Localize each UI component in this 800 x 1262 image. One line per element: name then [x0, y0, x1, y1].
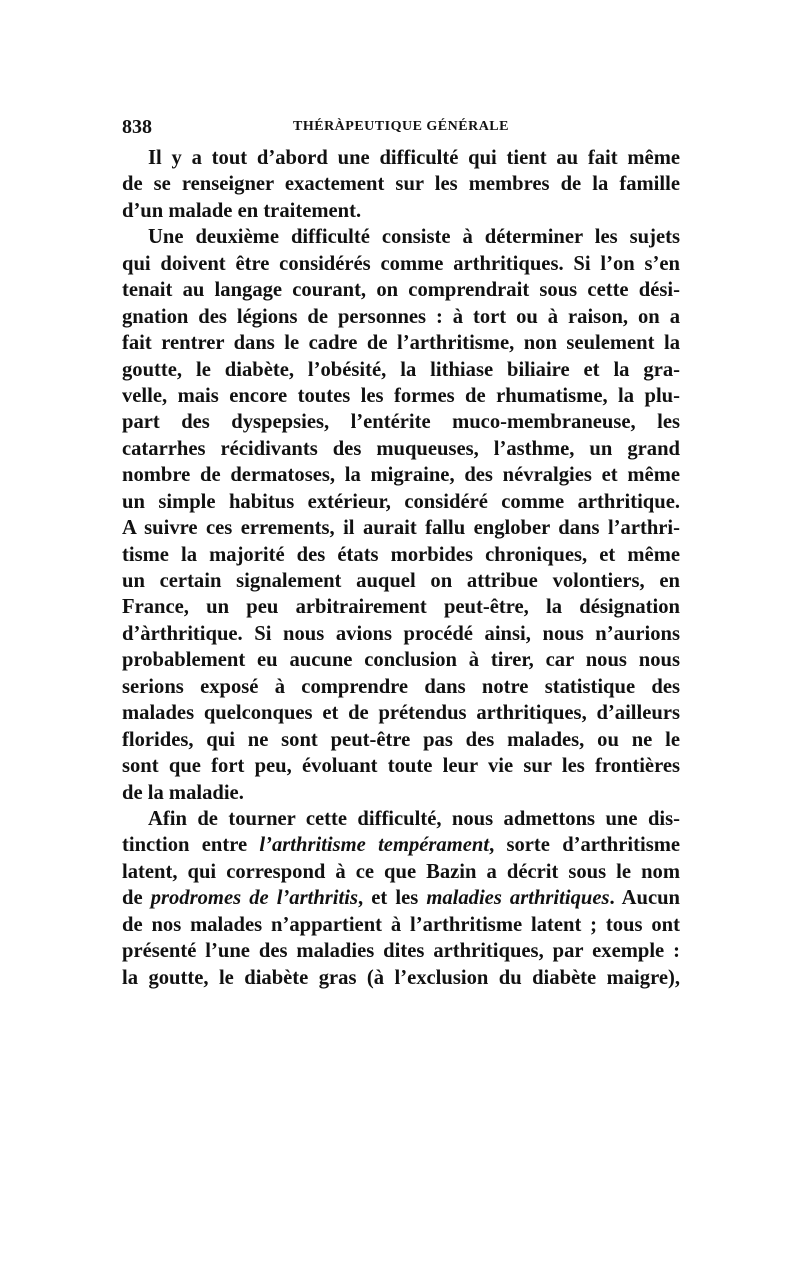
text-run: la goutte, le diabète gras (à l’exclusion du diabète maigre), [122, 966, 680, 989]
body-text [122, 145, 680, 991]
text-run: part des dyspepsies, l’entérite muco-membraneuse, les [122, 411, 680, 434]
text-line [122, 198, 680, 224]
text-line [122, 542, 680, 568]
text-run: sont que fort peu, évoluant toute leur vie sur les frontières [122, 755, 680, 778]
page-number: 838 [122, 116, 152, 138]
text-line [122, 383, 680, 409]
text-run: de la maladie. [122, 781, 244, 804]
text-line [122, 832, 680, 858]
text-run: malades quelconques et de prétendus arthritiques, d’ailleurs [122, 702, 680, 725]
text-line [122, 965, 680, 991]
text-line [122, 727, 680, 753]
italic-text: prodromes de l’arthritis [150, 887, 358, 910]
text-line [122, 436, 680, 462]
text-line [122, 224, 680, 250]
text-run: florides, qui ne sont peut-être pas des malades, ou ne le [122, 728, 680, 751]
text-line [122, 780, 680, 806]
text-run: gnation des légions de personnes : à tort ou à raison, on a [122, 305, 680, 328]
text-run: un simple habitus extérieur, considéré comme arthritique. [122, 490, 680, 513]
text-run: un certain signalement auquel on attribue volontiers, en [122, 570, 680, 592]
text-run: probablement eu aucune conclusion à tirer, car nous nous [122, 649, 680, 672]
text-line [122, 806, 680, 832]
text-run: . Aucun [609, 887, 680, 910]
text-line [122, 251, 680, 277]
text-run: catarrhes récidivants des muqueuses, l’asthme, un grand [122, 437, 680, 460]
text-run: Il y a tout d’abord une difficulté qui tient au fait même [148, 147, 680, 169]
text-line [122, 171, 680, 197]
running-title: THÉRÀPEUTIQUE GÉNÉRALE [293, 119, 509, 134]
text-line [122, 647, 680, 673]
text-run: , et les [358, 887, 427, 910]
text-run: de se renseigner exactement sur les membres de la famille [122, 173, 680, 196]
text-line [122, 912, 680, 938]
text-line [122, 594, 680, 620]
text-run: latent, qui correspond à ce que Bazin a décrit sous le nom [122, 860, 680, 883]
text-line [122, 277, 680, 303]
text-run: A suivre ces errements, il aurait fallu englober dans l’arthri- [122, 517, 680, 540]
text-line [122, 357, 680, 383]
text-run: serions exposé à comprendre dans notre statistique des [122, 675, 680, 698]
text-line [122, 674, 680, 700]
italic-text: l’arthritisme tempérament [259, 834, 490, 857]
text-run: de nos malades n’appartient à l’arthritisme latent ; tous ont [122, 913, 680, 936]
text-line [122, 145, 680, 171]
italic-text: maladies arthritiques [426, 887, 610, 910]
text-line [122, 700, 680, 726]
text-run: qui doivent être considérés comme arthritiques. Si l’on s’en [122, 252, 680, 275]
text-line [122, 753, 680, 779]
text-line [122, 462, 680, 488]
text-run: de [122, 887, 151, 910]
text-run: Une deuxième difficulté consiste à déterminer les sujets [148, 226, 680, 249]
text-line [122, 409, 680, 435]
page-header [122, 116, 680, 142]
text-line [122, 515, 680, 541]
text-line [122, 859, 680, 885]
text-run: goutte, le diabète, l’obésité, la lithiase biliaire et la gra- [122, 358, 680, 381]
text-run: d’àrthritique. Si nous avions procédé ainsi, nous n’aurions [122, 622, 680, 645]
text-run: Afin de tourner cette difficulté, nous admettons une dis- [148, 807, 680, 830]
text-line [122, 885, 680, 911]
text-run: tisme la majorité des états morbides chroniques, et même [122, 543, 680, 566]
text-line [122, 621, 680, 647]
text-run: velle, mais encore toutes les formes de rhumatisme, la plu- [122, 384, 680, 407]
text-run: tenait au langage courant, on comprendrait sous cette dési- [122, 279, 680, 302]
text-run: présenté l’une des maladies dites arthritiques, par exemple : [122, 940, 680, 963]
text-line [122, 489, 680, 515]
text-line [122, 568, 680, 594]
text-run: , sorte d’arthritisme [489, 834, 680, 857]
text-line [122, 304, 680, 330]
text-run: nombre de dermatoses, la migraine, des névralgies et même [122, 464, 680, 487]
text-line [122, 330, 680, 356]
text-run: fait rentrer dans le cadre de l’arthritisme, non seulement la [122, 332, 680, 355]
text-run: tinction entre [122, 834, 260, 857]
text-run: d’un malade en traitement. [122, 199, 362, 222]
text-run: France, un peu arbitrairement peut-être, la désignation [122, 596, 680, 619]
text-line [122, 938, 680, 964]
